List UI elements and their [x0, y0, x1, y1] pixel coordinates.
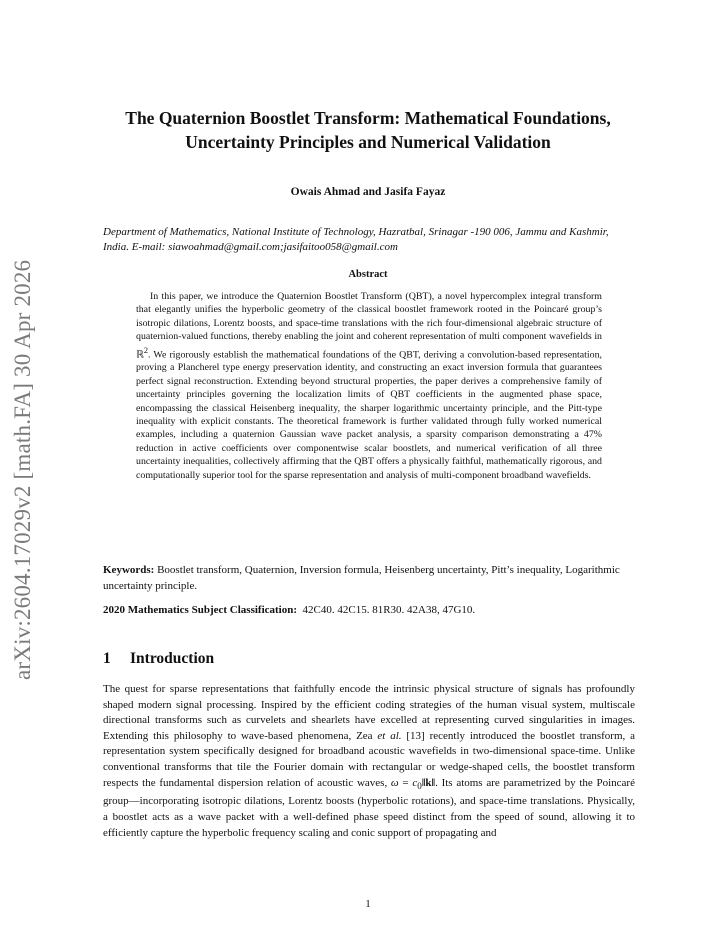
msc-classification-line: [103, 604, 635, 616]
introduction-paragraph: [103, 682, 635, 841]
math-superscript: 2: [143, 345, 148, 355]
intro-text-part: [13] recently introduced the boostlet transform, a representation system specifically designed for broadband acoustic wavefields in two-dimensional space-time. Unlike conventional transforms that tile the Fourier domain with rectangular or wedge-shaped cells, the boostlet transform respects the fundamental dispersion relation of acoustic waves,: [103, 729, 635, 789]
abstract-text-part: In this paper, we introduce the Quaternion Boostlet Transform (QBT), a novel hypercomplex integral transform that elegantly unifies the hyperbolic geometry of the classical boostlet framework rooted in the Poincaré group’s isotropic dilations, Lorentz boosts, and space-time translations with the rich four-dimensional algebraic structure of quaternion-valued functions, thereby enabling the joint and coherent representation of multi component wavefields in: [136, 291, 602, 343]
math-real-numbers: ℝ: [136, 348, 144, 360]
intro-text-part: . Its atoms are parametrized by the Poincaré group—incorporating isotropic dilations, Lorentz boosts (hyperbolic rotations), and space-time translations. Physically, a boostlet acts as a wave packet with a well-defined phase speed distinct from the speed of sound, allowing it to efficiently capture the hyperbolic frequency scaling and conic support of propagating and: [103, 776, 635, 839]
section-number: 1: [103, 650, 111, 667]
msc-label: 2020 Mathematics Subject Classification:: [103, 604, 298, 616]
section-title: Introduction: [130, 650, 215, 667]
arxiv-identifier-stamp: arXiv:2604.17029v2 [math.FA] 30 Apr 2026: [10, 259, 35, 680]
intro-et-al: et al.: [377, 729, 402, 742]
abstract-heading: Abstract: [348, 269, 388, 280]
paper-title: The Quaternion Boostlet Transform: Mathematical Foundations, Uncertainty Principles and Numerical Validation: [125, 108, 611, 152]
keywords-text: Boostlet transform, Quaternion, Inversion formula, Heisenberg uncertainty, Pitt’s inequality, Logarithmic uncertainty principle.: [103, 564, 620, 592]
author-list: Owais Ahmad and Jasifa Fayaz: [290, 186, 446, 198]
math-c-subscript: 0: [417, 780, 422, 791]
math-omega: ω: [390, 776, 399, 789]
math-norm-k: ‖k‖: [421, 776, 436, 789]
keywords-line: [103, 563, 635, 594]
math-equals: =: [398, 776, 413, 789]
section-heading-introduction: [103, 650, 214, 668]
page-number: 1: [365, 898, 371, 910]
abstract-text-part: . We rigorously establish the mathematical foundations of the QBT, deriving a convolution-based representation, proving a Plancherel type energy preservation identity, and constructing an exact inversion formula that guarantees perfect signal reconstruction. Extending beyond structural properties, the paper derives a comprehensive family of uncertainty principles governing the localization limits of QBT coefficients in the augmented phase space, encompassing the classical Heisenberg inequality, the sharper logarithmic uncertainty principle, and the Pitt-type inequality with explicit constants. The theoretical framework is further validated through fully worked numerical examples, including a quaternion Gaussian wave packet analysis, a sparsity comparison demonstrating a 47% reduction in active coefficients over componentwise scalar boostlets, and numerical verification of all three uncertainty inequalities, collectively affirming that the QBT offers a physically faithful, mathematically rigorous, and computationally superior tool for the sparse representation and analysis of multi-component broadband wavefields.: [136, 348, 602, 481]
keywords-label: Keywords:: [103, 564, 155, 576]
intro-text-part: The quest for sparse representations that faithfully encode the intrinsic physical structure of signals has profoundly shaped modern signal processing. Inspired by the efficient coding strategies of the human visual system, multiscale directional transforms such as curvelets and shearlets have excelled at representing curved singularities in images. Extending this philosophy to wave-based phenomena, Zea: [103, 683, 635, 742]
math-c: c: [412, 776, 418, 789]
msc-codes: 42C40. 42C15. 81R30. 42A38, 47G10.: [302, 604, 476, 616]
abstract-text: [136, 290, 602, 482]
author-affiliation: Department of Mathematics, National Institute of Technology, Hazratbal, Srinagar -190 006, Jammu and Kashmir, India. E-mail: siawoahmad@gmail.com;jasifaitoo058@gmail.com: [103, 226, 609, 253]
